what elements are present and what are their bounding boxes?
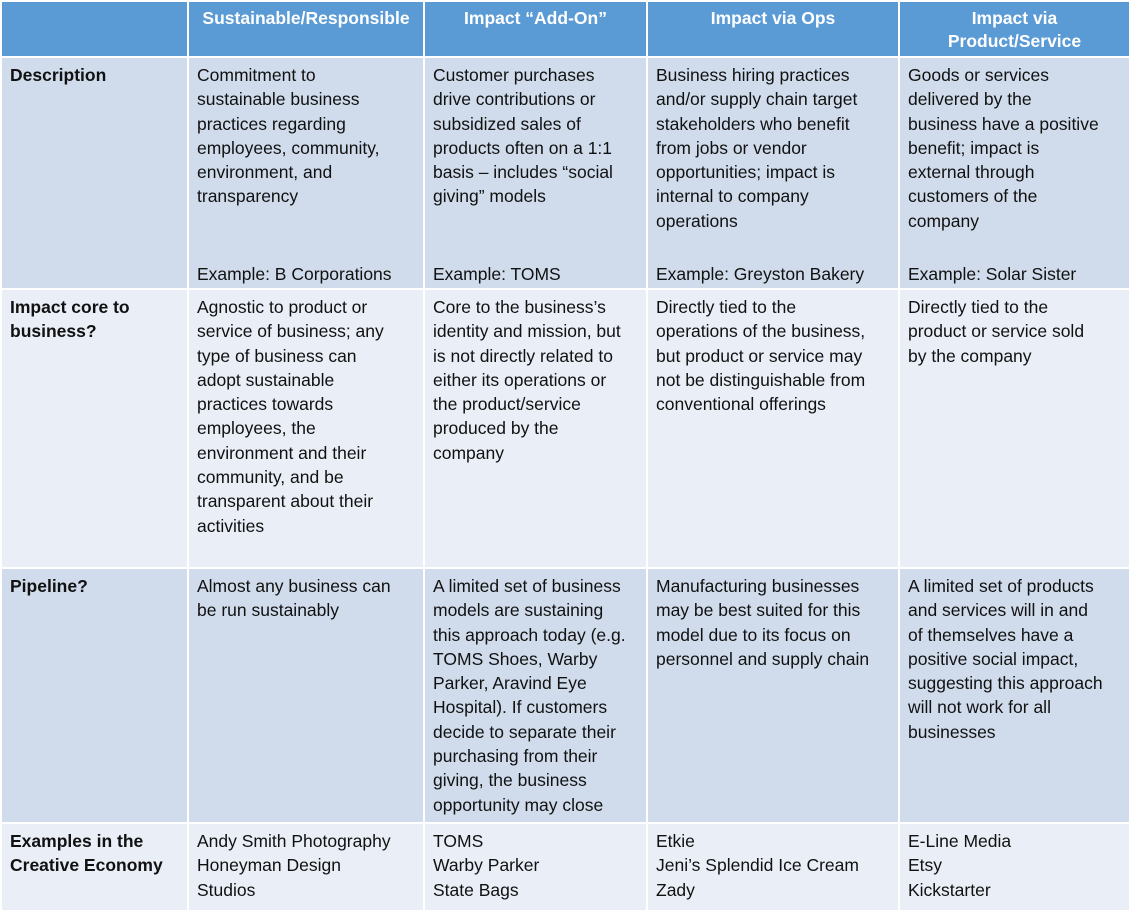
cell-line: Directly tied to the xyxy=(656,297,797,317)
cell-line: E-Line Media xyxy=(908,831,1012,851)
cell-line: Business hiring practices xyxy=(656,65,850,85)
cell-line: operations xyxy=(656,210,738,231)
cell-line: Warby Parker xyxy=(433,855,540,876)
cell-impact-core-sustainable xyxy=(189,290,423,567)
cell-pipeline-ops xyxy=(648,569,898,822)
cell-line: positive social impact, xyxy=(908,648,1079,669)
cell-line: delivered by the xyxy=(908,89,1032,110)
cell-line: State Bags xyxy=(433,879,519,900)
cell-line: Kickstarter xyxy=(908,879,991,900)
cell-line: opportunities; impact is xyxy=(656,162,835,183)
cell-line: A limited set of products xyxy=(908,576,1094,596)
cell-pipeline-product xyxy=(900,569,1129,822)
cell-line: Commitment to xyxy=(197,65,316,85)
cell-line: Agnostic to product or xyxy=(197,297,368,317)
cell-line: adopt sustainable xyxy=(197,369,335,390)
header-sustainable-responsible xyxy=(189,2,423,56)
cell-line: transparent about their xyxy=(197,491,374,512)
row-label-line: Pipeline? xyxy=(10,576,88,596)
cell-line: Directly tied to the xyxy=(908,297,1049,317)
cell-examples-ops xyxy=(648,824,898,910)
cell-line: sustainable business xyxy=(197,89,360,110)
cell-line: Honeyman Design xyxy=(197,855,341,876)
table-row-examples xyxy=(2,824,1129,910)
cell-line: Zady xyxy=(656,879,695,900)
cell-line: Almost any business can xyxy=(197,576,391,596)
cell-description-add-on xyxy=(425,58,646,288)
cell-line: but product or service may xyxy=(656,345,863,366)
table-row-description xyxy=(2,58,1129,288)
cell-line: Customer purchases xyxy=(433,65,595,85)
cell-line: basis – includes “social xyxy=(433,162,613,183)
cell-line: environment and their xyxy=(197,442,367,463)
example-text: Example: B Corporations xyxy=(197,263,392,284)
cell-impact-core-ops xyxy=(648,290,898,567)
cell-line: Jeni’s Splendid Ice Cream xyxy=(656,855,859,876)
cell-line: either its operations or xyxy=(433,369,607,390)
header-line: Impact “Add-On” xyxy=(464,8,607,28)
cell-line: subsidized sales of xyxy=(433,113,581,134)
cell-impact-core-add-on xyxy=(425,290,646,567)
cell-description-sustainable xyxy=(189,58,423,288)
cell-line: by the company xyxy=(908,345,1032,366)
cell-description-ops xyxy=(648,58,898,288)
row-label-line: Creative Economy xyxy=(10,855,163,876)
table-row-pipeline xyxy=(2,569,1129,822)
cell-description-product xyxy=(900,58,1129,288)
cell-line: external through xyxy=(908,162,1035,183)
cell-line: practices regarding xyxy=(197,113,346,134)
example-text: Example: Greyston Bakery xyxy=(656,263,865,284)
cell-line: Parker, Aravind Eye xyxy=(433,673,587,694)
cell-line: models are sustaining xyxy=(433,600,604,621)
header-line: Product/Service xyxy=(947,31,1082,51)
cell-line: conventional offerings xyxy=(656,394,826,415)
cell-line: stakeholders who benefit xyxy=(656,113,850,134)
cell-line: be run sustainably xyxy=(197,600,340,621)
header-row xyxy=(2,2,1129,56)
header-impact-via-ops xyxy=(648,2,898,56)
table-row-impact-core xyxy=(2,290,1129,567)
cell-line: Etsy xyxy=(908,855,943,876)
cell-line: community, and be xyxy=(197,467,344,488)
cell-line: transparency xyxy=(197,186,299,207)
cell-line: company xyxy=(908,210,980,231)
header-line: Impact via Ops xyxy=(710,8,836,28)
cell-line: Studios xyxy=(197,879,256,900)
cell-line: produced by the xyxy=(433,418,559,439)
cell-line: internal to company xyxy=(656,186,809,207)
cell-line: will not work for all xyxy=(908,697,1051,718)
cell-line: this approach today (e.g. xyxy=(433,624,626,645)
cell-line: and services will in and xyxy=(908,600,1088,621)
cell-line: the product/service xyxy=(433,394,581,415)
cell-line: practices towards xyxy=(197,394,334,415)
row-label-line: Impact core to xyxy=(10,297,130,317)
cell-line: Core to the business’s xyxy=(433,297,606,317)
cell-line: giving” models xyxy=(433,186,546,207)
cell-examples-product xyxy=(900,824,1129,910)
example-text: Example: TOMS xyxy=(433,263,561,284)
row-label-impact-core xyxy=(2,290,187,567)
row-label-line: business? xyxy=(10,321,97,342)
header-line: Sustainable/Responsible xyxy=(202,8,410,28)
cell-line: not be distinguishable from xyxy=(656,369,866,390)
cell-line: business have a positive xyxy=(908,113,1099,134)
cell-line: is not directly related to xyxy=(433,345,613,366)
cell-line: decide to separate their xyxy=(433,721,616,742)
row-label-pipeline xyxy=(2,569,187,822)
cell-line: Hospital). If customers xyxy=(433,697,608,718)
cell-pipeline-add-on xyxy=(425,569,646,822)
example-text: Example: Solar Sister xyxy=(908,263,1077,284)
cell-line: activities xyxy=(197,515,265,536)
row-label-examples xyxy=(2,824,187,910)
header-line: Impact via xyxy=(971,8,1058,28)
cell-line: Etkie xyxy=(656,831,695,851)
cell-line: product or service sold xyxy=(908,321,1085,342)
cell-line: drive contributions or xyxy=(433,89,596,110)
cell-line: model due to its focus on xyxy=(656,624,851,645)
cell-line: TOMS xyxy=(433,831,484,851)
cell-line: company xyxy=(433,442,505,463)
header-impact-via-product-service xyxy=(900,2,1129,56)
cell-line: identity and mission, but xyxy=(433,321,621,342)
cell-impact-core-product xyxy=(900,290,1129,567)
cell-line: operations of the business, xyxy=(656,321,866,342)
cell-examples-sustainable xyxy=(189,824,423,910)
cell-line: personnel and supply chain xyxy=(656,648,870,669)
cell-line: and/or supply chain target xyxy=(656,89,858,110)
cell-line: Goods or services xyxy=(908,65,1050,85)
cell-line: from jobs or vendor xyxy=(656,137,807,158)
cell-line: Andy Smith Photography xyxy=(197,831,391,851)
row-label-description xyxy=(2,58,187,288)
cell-line: suggesting this approach xyxy=(908,673,1103,694)
cell-examples-add-on xyxy=(425,824,646,910)
cell-line: type of business can xyxy=(197,345,357,366)
cell-line: employees, the xyxy=(197,418,316,439)
cell-line: benefit; impact is xyxy=(908,137,1040,158)
row-label-line: Examples in the xyxy=(10,831,144,851)
cell-line: opportunity may close xyxy=(433,794,604,815)
cell-line: employees, community, xyxy=(197,137,380,158)
cell-line: giving, the business xyxy=(433,770,587,791)
header-impact-add-on xyxy=(425,2,646,56)
cell-line: environment, and xyxy=(197,162,333,183)
cell-line: purchasing from their xyxy=(433,746,598,767)
cell-line: of themselves have a xyxy=(908,624,1074,645)
cell-pipeline-sustainable xyxy=(189,569,423,822)
cell-line: service of business; any xyxy=(197,321,384,342)
cell-line: may be best suited for this xyxy=(656,600,861,621)
cell-line: A limited set of business xyxy=(433,576,621,596)
cell-line: TOMS Shoes, Warby xyxy=(433,648,598,669)
cell-line: products often on a 1:1 xyxy=(433,137,613,158)
cell-line: Manufacturing businesses xyxy=(656,576,860,596)
row-label-line: Description xyxy=(10,65,107,85)
cell-line: businesses xyxy=(908,721,996,742)
header-corner-cell xyxy=(2,2,187,56)
cell-line: customers of the xyxy=(908,186,1038,207)
